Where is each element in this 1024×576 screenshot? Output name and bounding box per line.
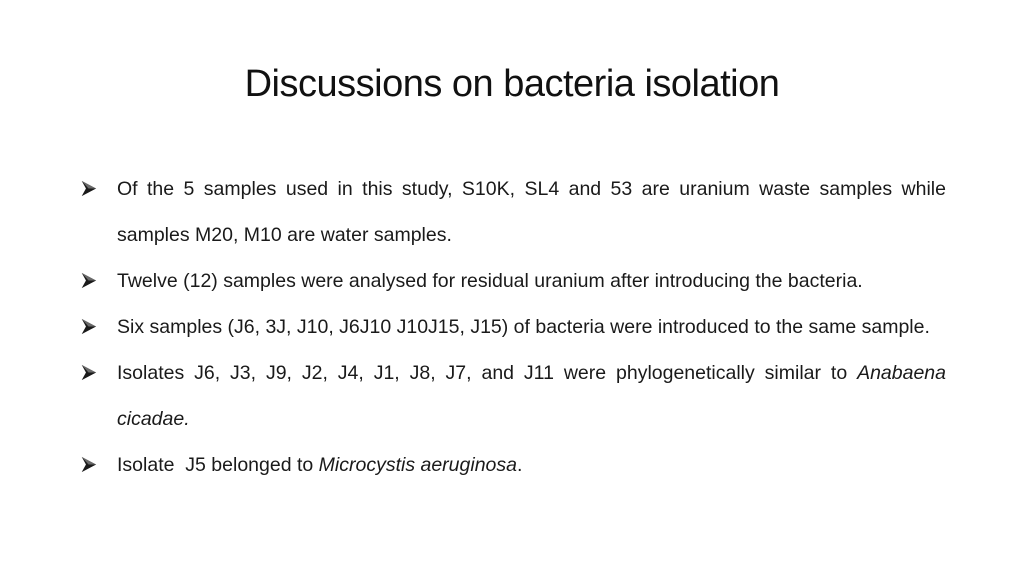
arrowhead-bullet-icon bbox=[80, 180, 97, 197]
arrowhead-bullet-icon bbox=[80, 364, 97, 381]
bullet-text bbox=[117, 178, 946, 246]
slide-title: Discussions on bacteria isolation bbox=[244, 63, 780, 105]
bullet-text-part: Of the 5 samples used in this study, S10K, SL4 and 53 are uranium waste samples while samples M20, M10 are water samples. bbox=[117, 178, 946, 246]
bullet-item bbox=[78, 350, 946, 442]
bullet-text-part: . bbox=[516, 454, 523, 476]
arrowhead-bullet-icon bbox=[80, 272, 97, 289]
bullet-text bbox=[117, 454, 522, 476]
bullet-item bbox=[78, 304, 946, 350]
bullet-text-part: Twelve (12) samples were analysed for residual uranium after introducing the bacteria. bbox=[117, 270, 863, 292]
bullet-list bbox=[78, 166, 946, 488]
bullet-text bbox=[117, 362, 946, 430]
bullet-text-part: Six samples (J6, 3J, J10, J6J10 J10J15, J15) of bacteria were introduced to the same sample. bbox=[117, 316, 930, 338]
bullet-text bbox=[117, 270, 863, 292]
species-name-anabaena: Anabaena cicadae. bbox=[117, 362, 946, 430]
bullet-item bbox=[78, 166, 946, 258]
bullet-item bbox=[78, 442, 946, 488]
arrowhead-bullet-icon bbox=[80, 318, 97, 335]
bullet-text bbox=[117, 316, 930, 338]
arrowhead-bullet-icon bbox=[80, 456, 97, 473]
bullet-text-part: Isolates J6, J3, J9, J2, J4, J1, J8, J7, and J11 were phylogenetically similar to bbox=[117, 362, 858, 384]
species-name-microcystis: Microcystis aeruginosa bbox=[318, 454, 517, 476]
bullet-item bbox=[78, 258, 946, 304]
bullet-text-part: Isolate J5 belonged to bbox=[117, 454, 319, 476]
